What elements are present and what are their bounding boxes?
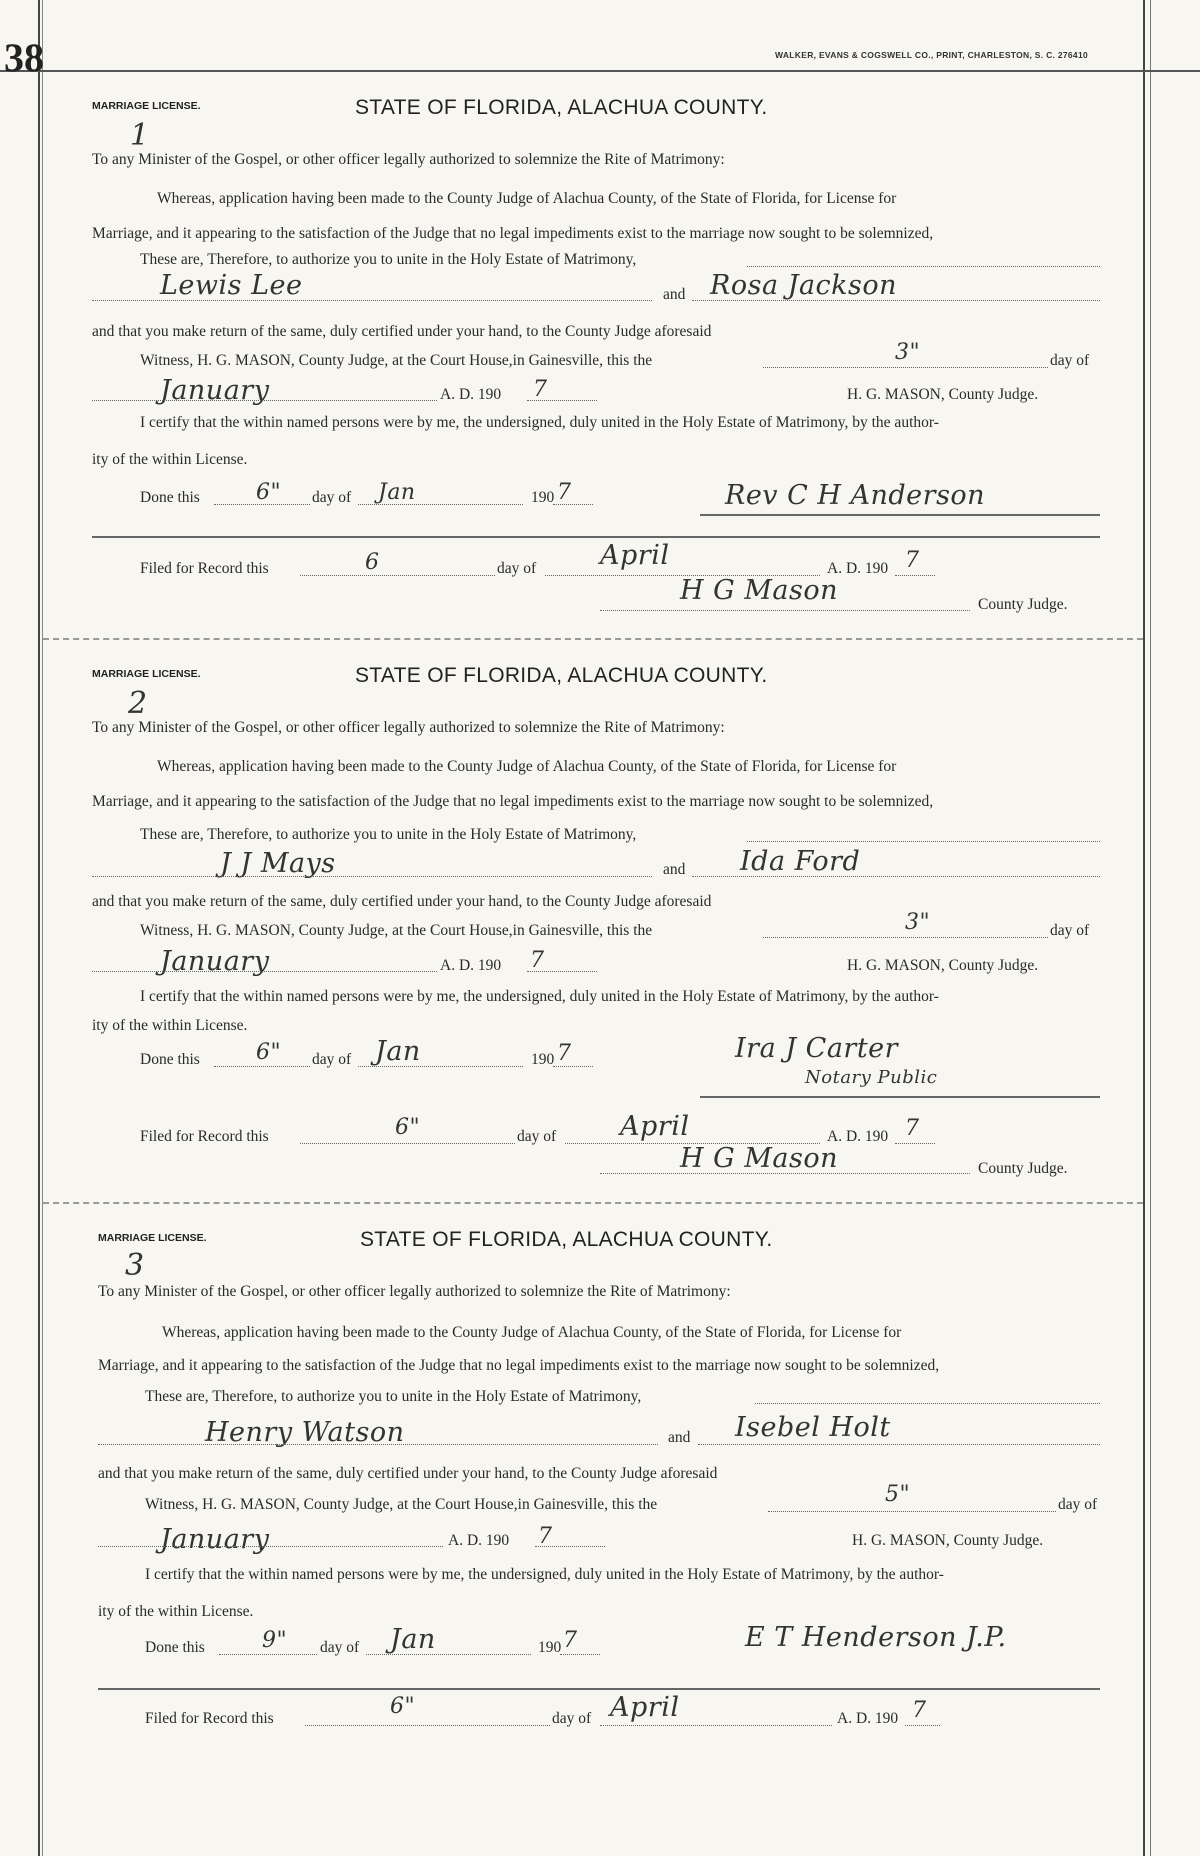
license-number: 1 [130,118,150,153]
county-judge-text: County Judge. [978,596,1068,613]
addressee-line: To any Minister of the Gospel, or other officer legally authorized to solemnize the Rite of Matrimony: [92,151,725,168]
witness-month: January [160,375,270,406]
fill-line [553,504,593,505]
certify-line-2: ity of the within License. [98,1603,254,1620]
fill-line [600,1725,832,1726]
fill-line [895,1143,935,1144]
fill-line [92,876,652,877]
license-number: 3 [125,1248,145,1283]
filed-day: 6 [365,550,380,575]
fill-line [98,1444,658,1445]
and-text: and [668,1429,691,1446]
fill-line [755,1403,1100,1404]
witness-year-digit: 7 [538,1524,553,1549]
these-are-line: These are, Therefore, to authorize you to unite in the Holy Estate of Matrimony, [140,251,637,268]
ad-short-text: A. D. 190 [827,1128,889,1145]
fill-line [600,1173,970,1174]
witness-line: Witness, H. G. MASON, County Judge, at the Court House,in Gainesville, this the [140,922,653,939]
license-label: MARRIAGE LICENSE. [92,100,201,112]
judge-signature: H. G. MASON, County Judge. [847,386,1039,403]
day-of-text: day of [1050,922,1090,939]
ad-text: A. D. 190 [440,386,502,403]
certify-line: I certify that the within named persons were by me, the undersigned, duly united in the Holy Estate of Matrimony, by the author- [140,414,939,431]
bride-name: Rosa Jackson [710,270,898,301]
day-of-short-text: day of [517,1128,557,1145]
certify-line: I certify that the within named persons were by me, the undersigned, duly united in the Holy Estate of Matrimony, by the author- [140,988,939,1005]
license-label: MARRIAGE LICENSE. [92,668,201,680]
filed-rule [92,536,1100,538]
groom-name: J J Mays [220,848,336,879]
right-margin-rule-outer [1150,0,1151,1856]
page-number: 38 [4,35,44,80]
filed-text: Filed for Record this [140,560,269,577]
fill-line [747,841,1100,842]
fill-line [747,266,1100,267]
fill-line [768,1511,1056,1512]
filed-month: April [620,1111,690,1142]
year-text: 190 [531,489,555,506]
groom-name: Lewis Lee [160,270,303,301]
addressee-line: To any Minister of the Gospel, or other officer legally authorized to solemnize the Rite of Matrimony: [98,1283,731,1300]
witness-line: Witness, H. G. MASON, County Judge, at the Court House,in Gainesville, this the [145,1496,658,1513]
done-day: 6" [256,1040,282,1065]
signature-line [700,514,1100,516]
license-label: MARRIAGE LICENSE. [98,1232,207,1244]
ad-short-text: A. D. 190 [827,560,889,577]
witness-line: Witness, H. G. MASON, County Judge, at the Court House,in Gainesville, this the [140,352,653,369]
fill-line [92,971,437,972]
left-margin-rule-inner [42,0,43,1856]
done-this-text: Done this [140,489,200,506]
fill-line [535,1546,605,1547]
and-text: and [663,861,686,878]
day-of-text: day of [1050,352,1090,369]
fill-line [98,1546,443,1547]
license-title: STATE OF FLORIDA, ALACHUA COUNTY. [360,1228,773,1251]
done-day: 9" [262,1628,288,1653]
witness-day: 5" [885,1482,911,1507]
return-line: and that you make return of the same, duly certified under your hand, to the County Judge aforesaid [98,1465,718,1482]
signature-line [700,1096,1100,1098]
done-month: Jan [378,480,416,505]
year-text: 190 [538,1639,562,1656]
filed-month: April [600,540,670,571]
license-title: STATE OF FLORIDA, ALACHUA COUNTY. [355,96,768,119]
bride-name: Ida Ford [740,846,861,877]
witness-day: 3" [905,910,931,935]
recorder-signature: H G Mason [680,1143,839,1174]
day-of-short-text: day of [497,560,537,577]
fill-line [300,575,495,576]
filed-year-digit: 7 [905,1116,920,1141]
fill-line [905,1725,940,1726]
county-judge-text: County Judge. [978,1160,1068,1177]
right-margin-rule [1143,0,1145,1856]
printer-imprint: WALKER, EVANS & COGSWELL CO., PRINT, CHARLESTON, S. C. 276410 [775,50,1089,60]
filed-month: April [610,1692,680,1723]
fill-line [895,575,935,576]
license-divider [43,638,1143,640]
license-title: STATE OF FLORIDA, ALACHUA COUNTY. [355,664,768,687]
year-text: 190 [531,1051,555,1068]
whereas-line: Whereas, application having been made to the County Judge of Alachua County, of the State of Florida, for License for [157,758,897,775]
fill-line [560,1654,600,1655]
certify-line-2: ity of the within License. [92,451,248,468]
fill-line [214,1066,310,1067]
whereas-line-2: Marriage, and it appearing to the satisfaction of the Judge that no legal impediments exist to the marriage now sought to be solemnized, [92,793,934,810]
bride-name: Isebel Holt [735,1412,891,1443]
witness-year-digit: 7 [533,377,548,402]
filed-text: Filed for Record this [140,1128,269,1145]
whereas-line: Whereas, application having been made to the County Judge of Alachua County, of the State of Florida, for License for [162,1324,902,1341]
day-of-short-text: day of [320,1639,360,1656]
judge-signature: H. G. MASON, County Judge. [852,1532,1044,1549]
left-margin-rule [38,0,40,1856]
fill-line [219,1654,317,1655]
fill-line [305,1725,550,1726]
return-line: and that you make return of the same, duly certified under your hand, to the County Judge aforesaid [92,323,712,340]
whereas-line-2: Marriage, and it appearing to the satisfaction of the Judge that no legal impediments exist to the marriage now sought to be solemnized, [92,225,934,242]
officiant-signature: Ira J Carter [735,1033,899,1064]
whereas-line: Whereas, application having been made to the County Judge of Alachua County, of the State of Florida, for License for [157,190,897,207]
day-of-text: day of [1058,1496,1098,1513]
whereas-line-2: Marriage, and it appearing to the satisfaction of the Judge that no legal impediments exist to the marriage now sought to be solemnized, [98,1357,940,1374]
fill-line [527,400,597,401]
fill-line [763,937,1048,938]
filed-day: 6" [390,1694,416,1719]
fill-line [692,876,1100,877]
fill-line [763,367,1048,368]
judge-signature: H. G. MASON, County Judge. [847,957,1039,974]
done-year-digit: 7 [557,480,572,505]
fill-line [692,300,1100,301]
filed-rule [98,1688,1100,1690]
these-are-line: These are, Therefore, to authorize you to unite in the Holy Estate of Matrimony, [140,826,637,843]
done-day: 6" [256,480,282,505]
done-year-digit: 7 [563,1628,578,1653]
day-of-short-text: day of [312,1051,352,1068]
fill-line [698,1444,1100,1445]
certify-line-2: ity of the within License. [92,1017,248,1034]
filed-year-digit: 7 [905,548,920,573]
done-year-digit: 7 [557,1041,572,1066]
witness-month: January [160,946,270,977]
fill-line [92,300,652,301]
ad-text: A. D. 190 [448,1532,510,1549]
fill-line [92,400,437,401]
header-rule [0,70,1200,72]
officiant-title: Notary Public [805,1067,938,1088]
fill-line [553,1066,593,1067]
filed-day: 6" [395,1115,421,1140]
license-divider [43,1202,1143,1204]
recorder-signature: H G Mason [680,575,839,606]
witness-year-digit: 7 [530,948,545,973]
officiant-signature: E T Henderson J.P. [745,1622,1007,1653]
filed-text: Filed for Record this [145,1710,274,1727]
witness-month: January [160,1524,270,1555]
ad-text: A. D. 190 [440,957,502,974]
day-of-short-text: day of [312,489,352,506]
done-month: Jan [390,1624,436,1655]
these-are-line: These are, Therefore, to authorize you to unite in the Holy Estate of Matrimony, [145,1388,642,1405]
fill-line [600,610,970,611]
done-month: Jan [375,1036,421,1067]
done-this-text: Done this [145,1639,205,1656]
day-of-short-text: day of [552,1710,592,1727]
return-line: and that you make return of the same, duly certified under your hand, to the County Judge aforesaid [92,893,712,910]
done-this-text: Done this [140,1051,200,1068]
license-number: 2 [128,686,148,721]
fill-line [527,971,597,972]
witness-day: 3" [895,340,921,365]
fill-line [300,1143,515,1144]
certify-line: I certify that the within named persons were by me, the undersigned, duly united in the Holy Estate of Matrimony, by the author- [145,1566,944,1583]
officiant-signature: Rev C H Anderson [725,480,986,511]
and-text: and [663,286,686,303]
ad-short-text: A. D. 190 [837,1710,899,1727]
addressee-line: To any Minister of the Gospel, or other officer legally authorized to solemnize the Rite of Matrimony: [92,719,725,736]
filed-year-digit: 7 [912,1698,927,1723]
groom-name: Henry Watson [205,1417,405,1448]
